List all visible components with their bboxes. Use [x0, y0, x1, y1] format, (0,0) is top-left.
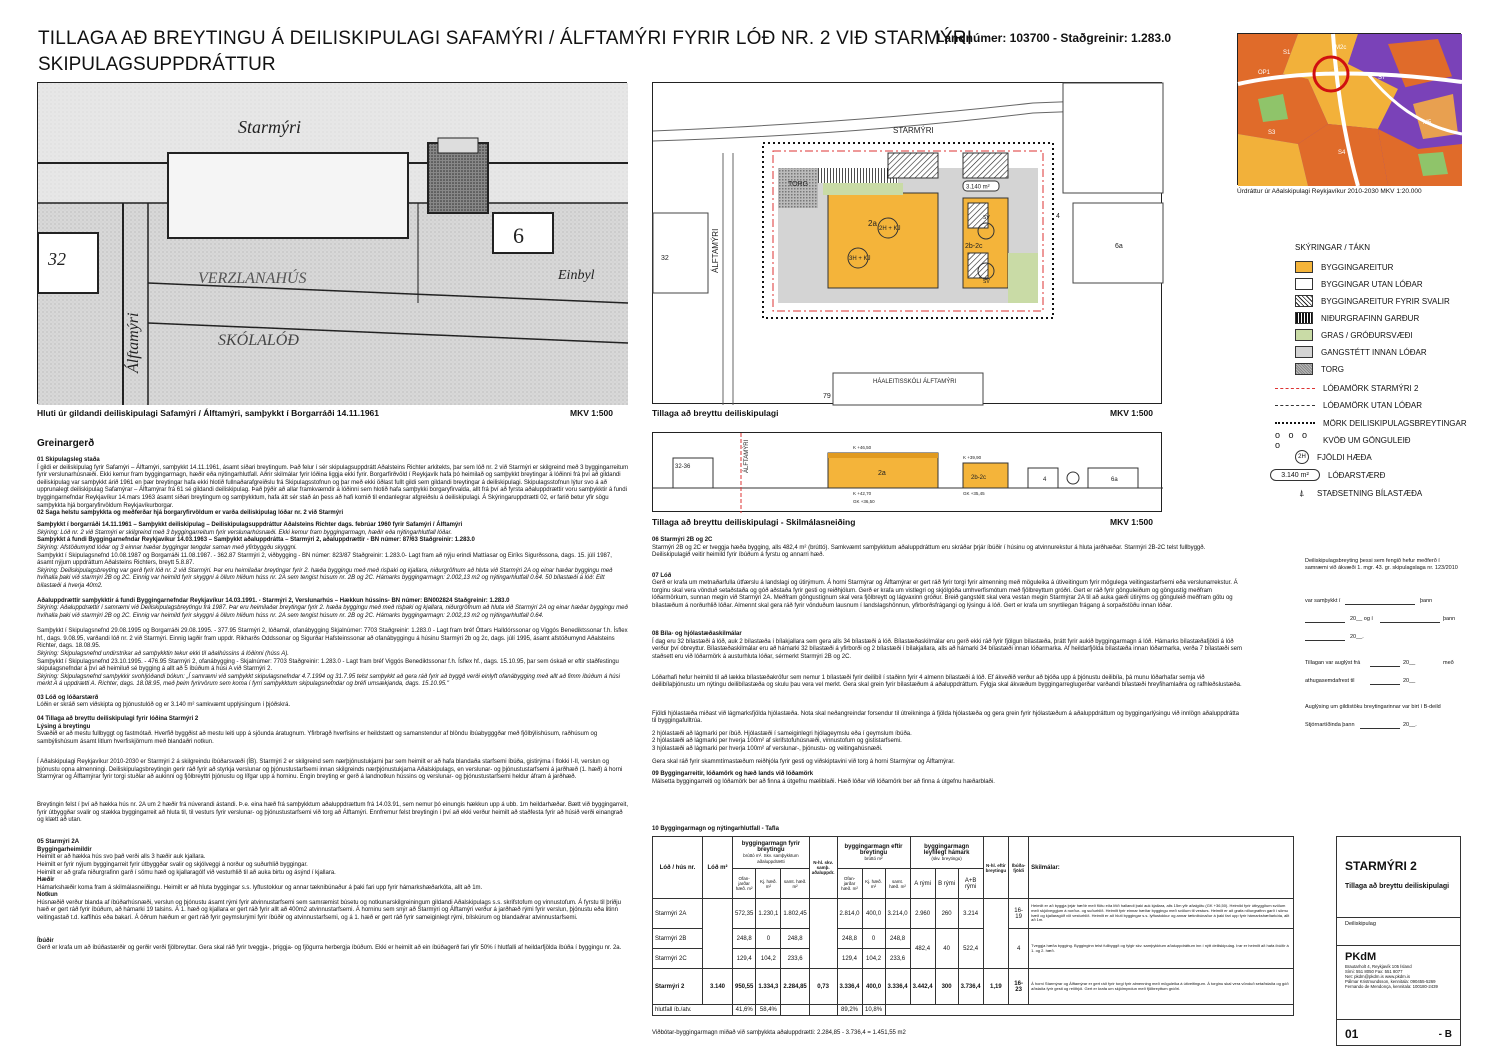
legend-item-kvod [1275, 430, 1411, 450]
s08-text1: Í dag eru 32 bílastæði á lóð, auk 2 bílastæða í bílakjallara sem gera alls 34 bílastæði á lóð. Bílastæðaskilmálar eru gerð ekki ráð fyrir fjölgun bílastæða, þrátt fyrir aukið byggingarmagn á lóð. Hámarks bílastæðafjöldi á lóð verður því óbreyttur. Bílastæðaskilmálar eru að hámarki 32 bílastæði á yfirborði og 2 bílastæði í bílakjallara, alls að hámarki 34 bílastæði innan lóðarmarka. Af heildarfjölda bílastæða innan lóðarmarka, verða 7 bílastæði sem staðsett eru við lóðarmörk á austurhluta lóðar, sérmerkt Starmýri 2B og 2C. [652, 638, 1242, 660]
signature-line [1360, 728, 1400, 729]
building-2bc-label: 2b-2c [965, 243, 983, 250]
s05-notkun: Notkun [37, 892, 58, 899]
s02-line-8: Samþykkt í Skipulagsnefnd 29.08.1995 og Borgarráði 29.08.1995. - 377.95 Starmýri 2, lóðamál, ofanábygging Skjalnúmer: 7703 Staðgreinir: 1.283.0 - Lagt fram bréf Óttars Halldórssonar og Viggós Benediktssonar f.h. Ísflex hf., dags. 9.08.95, varðandi lóð nr. 2 við Starmýri. Einnig lagðir fram uppdr. Rikharðs Oddssonar og Sigurðar Hafsteinssonar að ofanábyggingu á húsinu Starmýri 2b og 2c, dags. júlí 1995, ásamt afstöðumynd Aðalsteins Richter, dags. 18.08.95. [37, 628, 628, 650]
project-name: STARMÝRI 2 [1345, 859, 1417, 873]
s05-ibudir-text: Gerð er krafa um að íbúðastærðir og gerðir verði fjölbreyttar. Gera skal ráð fyrir tveggja-, þriggja- og fjögurra herbergja íbúðum. Ekki er heimilt að ein íbúðagerð fari yfir 50% í hlutfalli af heildarfjölda íbúða í byggingu nr. 2a. [37, 945, 622, 952]
cell-lodm2: 3.140 [703, 969, 733, 1005]
firm-details [1345, 964, 1438, 989]
legend-swatch [1295, 295, 1313, 307]
map-graphic [1238, 34, 1462, 186]
cell-nhl-empty [809, 899, 837, 969]
old-plan-alftamyri: Álftamýri [125, 312, 142, 373]
s02-line-5: Skýring: Deiliskipulagsbreyting var gerð fyrir lóð nr. 2 við Starmýri. Þar eru heimilaðar breytingar fyrir 2. hæða byggingu með með risþaki og kjallara, niðurgröfnum að hluta við Starmýri 2A og einar hæðar byggingu með hvíhalla þaki við starmýri 2B og 2C. Einnig var heimild fyrir skyggni á öllum hliðum húss nr. 2A sem tengist húsum nr. 2B og 2C. Hámarks byggingarmagn: 2.002,13 m2 og nýtingarhlutfall 0.64. 50 bílastæði á lóð: Eitt bílastæði á hverja 40m2. [37, 567, 613, 589]
old-plan-einbyli: Einbyl [558, 268, 595, 283]
legend-item-lodamork-starmyri [1295, 380, 1418, 396]
svg-text:S7: S7 [1378, 75, 1386, 81]
firm-name: PKdM [1345, 951, 1377, 963]
th-lod: Lóð / hús nr. [653, 837, 703, 899]
cell-s2: 248,8 [885, 929, 910, 949]
section-panel [652, 432, 1162, 512]
svg-text:M2c: M2c [1335, 45, 1347, 51]
section-kote-5: GK +35,45 [963, 491, 985, 496]
s08-text4: Gera skal ráð fyrir skammtímastæðum reiðhjóla fyrir gesti og viðskiptavini við torg á horni Starmýrar og Álftamýrar. [652, 758, 955, 765]
new-plan-panel [652, 82, 1162, 404]
divider [1337, 1019, 1460, 1020]
old-plan-skolalod: SKÓLALÓÐ [218, 332, 299, 349]
th-ofan-2: Ofan-jarðar hæð. m² [837, 869, 862, 899]
cell-ab: 522,4 [958, 929, 983, 969]
cell-b: 40 [935, 929, 958, 969]
signature-line [1305, 640, 1345, 641]
cell-k2: 0 [862, 929, 885, 949]
th-eftir-label: byggingarmagn eftir breytingu [844, 843, 903, 856]
firm-phone: Sími: 551 8050 Fax: 551 8077 [1345, 969, 1403, 974]
firm-person-2: Fernando de Mendonça, kennitala: 100180-2439 [1345, 984, 1438, 989]
legend-label: GANGSTÉTT INNAN LÓÐAR [1321, 347, 1427, 357]
section-6a: 6a [1111, 477, 1118, 483]
s05-line-0: Heimilt er að hækka hús svo það verði alls 3 hæðir auk kjallara. [37, 854, 206, 861]
section-kote-1: K +46,50 [853, 445, 872, 450]
table10-footer: Viðbótar-byggingarmagn miðað við samþykkta aðaluppdrætti: 2.284,85 - 3.736,4 = 1.451,55 m2 [652, 1030, 906, 1036]
th-ofan-1: Ofan-jarðar hæð. m² [733, 869, 756, 899]
s02-line-0: Samþykkt í borgarráði 14.11.1961 – Samþykkt deiliskipulag – Deiliskipulagsuppdráttur Aðalsteins Richter dags. febrúar 1960 fyrir Safamýri / Álftamýri [37, 522, 463, 529]
legend-line [1275, 388, 1315, 389]
s08-text2: Lóðarhafi hefur heimild til að lækka bílastæðakröfur sem nemur 1 bílastæði fyrir deilibíl í staðinn fyrir 4 almenn bílastæði á lóð. Ef ákveðið verður að bjóða upp á þjónustu deilibíla, þá munu lóðarhafar semja við deilibílaþjónustu um nýtingu deilibílastæða og skulu þau vera vel merkt. Gera skal grein fyrir bílastæðum á aðaluppdráttum. Fylgja skal ákvæðum byggingarreglugerðar varðandi bílastæði hreyfihamlaðra og rafhleðslustæða. [652, 674, 1242, 689]
cell-s1: 1.802,45 [781, 899, 809, 929]
torg-label: TORG [788, 181, 809, 188]
s07-title: 07 Lóð [652, 572, 672, 579]
signature-line [1370, 684, 1400, 685]
firm-web: Net: pkdm@pkdm.is www.pkdm.is [1345, 974, 1411, 979]
cell-name: Starmýri 2C [653, 949, 703, 969]
cell-nhl: 0,73 [809, 969, 837, 1005]
s08-title: 08 Bíla- og hjólastæðaskilmálar [652, 631, 742, 638]
cell-k1: 1.230,1 [756, 899, 781, 929]
legend-item-nidurgrafinn [1295, 310, 1419, 326]
municipal-plan-map [1237, 33, 1461, 185]
cell-k2: 400,0 [862, 969, 885, 1005]
new-plan-lot79: 79 [823, 393, 831, 400]
divider [1337, 917, 1460, 918]
th-skilmalar: Skilmálar: [1029, 837, 1294, 899]
new-plan-lot4: 4 [1056, 213, 1060, 220]
s05-line-2: Heimilt er að grafa niðurgrafinn garð í sömu hæð og kjallaragólf við vesturhlið til að auka birtu og ásýnd í kjallara. [37, 869, 336, 876]
cell-o1: 248,8 [733, 929, 756, 949]
cell-a: 3.442,4 [910, 969, 935, 1005]
legend-label: LÓÐAMÖRK UTAN LÓÐAR [1323, 400, 1422, 410]
legend-item-byggingar-utan [1295, 276, 1423, 292]
legend-swatch [1295, 363, 1313, 375]
th-fyrir-sub: brúttó m². Skv. samþykktum aðaluppdrætti [743, 852, 799, 864]
cell-name: Starmýri 2B [653, 929, 703, 949]
legend-item-byggingarreitur [1295, 259, 1393, 275]
old-plan-lot32: 32 [48, 249, 66, 269]
section-drawing [653, 433, 1163, 513]
sv-label-2: SV [983, 279, 990, 285]
legend-label: BYGGINGAREITUR [1321, 262, 1394, 272]
greinargerd-middle [652, 537, 1244, 786]
s01-text: Í gildi er deiliskipulag fyrir Safamýri – Álftamýri, samþykkt 14.11.1961, ásamt síðari breytingum. Það felur í sér skipulagsuppdrátt Aðalsteins Richter arkitekts, þar sem lóð nr. 2 við Starmýri er skilgreind með 3 byggingarreitum fyrir verslunarhúsnæði. Ekki kemur fram byggingarmagn, hæðir eða nýtingarhlutfall. Aðrir skilmálar fyrir lóðina liggja ekki fyrir. Borgarfirðvöld í Reykjavík hafa þó heimilað og samþykkt breytingar á lóðinni frá því að gildandi deiliskipulag var samþykkt árið 1961 en þær breytingar hafa ekki hlotið fullnaðarafgreiðslu frá Skipulagsstofnun og þar með ekki öðlast fullt gildi sem gildandi breytingar á deiliskipulagi. Skipulagsstofnun lýtur svo á að upprunalegt deiliskipulag Safamýrar – Álftamýrar frá 61 sé gildandi deiliskipulag. Það þýðir að allar framkvæmdir á lóðinni sem hlotið hafa samþykki borgaryfirvalda, allt frá því að fyrsta aðaluppdrættir voru samþykktir á fundi byggingarnefndar Reykjavíkur 14.mars 1963 ásamt síðari breytingum og samþykktum, hafa átt sér stað án þess að hafi komið til endanlegrar afgreiðslu á deiliskipulagi. Á Skýringaruppdrætti 02, er farið betur yfir sögu samþykkta hjá borgaryfirvöldum Reykjavíkurborgar. [37, 464, 629, 509]
cell-a: 2.960 [910, 899, 935, 929]
cell-k2: 104,2 [862, 949, 885, 969]
cell-hlutfall-2: 58,4% [756, 1005, 781, 1016]
new-plan-alftamyri: ÁLFTAMÝRI [711, 228, 720, 273]
s05-notkun-text: Húsnæðið verður blanda af íbúðarhúsnæði, verslun og þjónustu ásamt rými fyrir atvinnustarfsemi sem samræmist búsetu og notkunarskilgreiningum gildandi Aðalskipulags s.s. skrifstofum og vinnustofum. Á fyrstu til þriðju hæð er gert ráð fyrir íbúðum, að hámarki 19 talsins. Á 1. hæð og kjallara er gert ráð fyrir allt að 400m2 atvinnustarfsemi. Á horninu sem snýr að Starmýri og Álftamýri verður á jarðhæð rými fyrir verslun, þjónustu eða litinn veitingastað t.d. kaffihús eða bakarí. Á öðrum hæðum er gert ráð fyrir geymslurými fyrir íbúðir og atvinnustarfsemi, og á 1. hæð er gert ráð fyrir sameiginlegt rými, bílskúrum og blandaðrar atvinnustarfsemi. [37, 899, 621, 922]
svg-text:M5: M5 [1423, 120, 1432, 126]
floor-3h-label: 3H + KJ [849, 256, 871, 262]
s09-title: 09 Byggingarreitir, lóðamörk og hæð lands við lóðamörk [652, 771, 814, 778]
legend-item-lodamork-utan [1295, 397, 1422, 413]
s04-sub: Lýsing á breytingu [37, 723, 91, 730]
legend-label: GRAS / GRÓÐURSVÆÐI [1321, 330, 1413, 340]
cell-hlutfall-3: 89,2% [837, 1005, 862, 1016]
divider [1337, 945, 1460, 946]
legend-swatch [1295, 329, 1313, 341]
cell-s1: 2.284,85 [781, 969, 809, 1005]
legend-swatch [1295, 312, 1313, 324]
kvod-symbol-icon: o o o o [1275, 430, 1311, 450]
cell-ib: 16-19 [1009, 899, 1029, 929]
legend-item-torg [1295, 361, 1344, 377]
revision: - B [1438, 1029, 1452, 1040]
cell-o1: 129,4 [733, 949, 756, 969]
greinargerd-heading: Greinargerð [37, 438, 95, 449]
s02-line-1: Skýring: Lóð nr. 2 við Starmýri er skilgreind með 3 byggingarreitum fyrir verslunarhúsnæði. Ekki kemur fram byggingarmagn, hæðir eða nýtingarhlutfall lóðar. [37, 529, 453, 536]
table-row-total [653, 969, 1294, 1005]
cell-empty [781, 1005, 809, 1016]
firm-person-1: Pálmar Kristmundsson, kennitala: 090455-5269 [1345, 979, 1436, 984]
section-caption: Tillaga að breyttu deiliskipulagi - Skilmálasneiðing [652, 517, 856, 527]
cell-k1: 1.334,3 [756, 969, 781, 1005]
section-2a: 2a [878, 470, 886, 477]
new-plan-lot6a: 6a [1115, 243, 1123, 250]
th-samt-1: samt. hæð. m² [781, 869, 809, 899]
s05-sub: Byggingarheimildir [37, 846, 92, 853]
greinargerd-left [37, 438, 629, 960]
th-eftir-sub: brúttó m² [864, 855, 883, 861]
approval-gildistaka: Auglýsing um gildistöku breytingarinnar var birt í B-deild [1305, 704, 1441, 710]
section-3236: 32-36 [675, 464, 691, 470]
old-plan-street-label: Starmýri [238, 117, 301, 137]
legend-label: FJÖLDI HÆÐA [1317, 452, 1372, 462]
svg-text:S3: S3 [1268, 130, 1276, 136]
signature-line [1305, 622, 1345, 623]
th-samt-2: samt. hæð. m² [885, 869, 910, 899]
cell-s2: 3.336,4 [885, 969, 910, 1005]
table10 [652, 836, 1294, 1016]
section-kote-4: K +39,90 [963, 455, 982, 460]
firm-address: Brautarholt 4, Reykjavík 105 Ísland [1345, 964, 1412, 969]
legend-label: BYGGINGAR UTAN LÓÐAR [1321, 279, 1423, 289]
s02-line-3: Skýring: Afstöðumynd lóðar og 3 einnar hæðar byggingar tengdar saman með yfirbyggðu skyggni. [37, 544, 297, 551]
signature-line [1380, 622, 1440, 623]
s02-line-9: Skýring: Skipulagsnefnd undirstrikar að samþykktin tekur ekki til aðalhússins á lóðinni (húss A). [37, 651, 289, 658]
building-2a-label: 2a [868, 219, 877, 228]
th-rymi [910, 837, 983, 869]
svg-text:OP1: OP1 [1258, 70, 1271, 76]
section-kote-3: GK +36,50 [853, 499, 875, 504]
cell-lodm2-empty [703, 899, 733, 969]
approval-auglyst: Tillagan var auglýst frá [1305, 660, 1361, 666]
cell-o2: 248,8 [837, 929, 862, 949]
legend-item-svalir [1295, 293, 1450, 309]
new-plan-lot-size: 3.140 m² [966, 184, 990, 191]
legend-item-gangstett [1295, 344, 1427, 360]
th-nhl2: N-hl. eftir breytingu [983, 837, 1009, 899]
legend-label: TORG [1321, 364, 1344, 374]
th-fyrir [733, 837, 810, 869]
approval-year-4: 20__ [1403, 678, 1416, 684]
approval-stjornartidindi: Stjórnartíðinda þann [1305, 722, 1355, 728]
cell-b: 260 [935, 899, 958, 929]
legend-swatch [1295, 261, 1313, 273]
s02-line-2: Samþykkt á fundi Byggingarnefndar Reykjavíkur 14.03.1963 – Samþykkt aðaluppdrátta – Starmýri 2, aðaluppdrættir - BN númer: 87/63 Staðgreinir: 1.283.0 [37, 537, 475, 544]
cell-empty [885, 1005, 1293, 1016]
old-plan-scale: MKV 1:500 [570, 408, 613, 418]
legend-label: KVÖÐ UM GÖNGULEIÐ [1323, 435, 1411, 445]
sv-label-1: SV [983, 215, 990, 221]
th-rymi-sub: (skv. breytingu) [931, 855, 962, 861]
floor-2h-label: 2H + KJ [879, 226, 901, 232]
s02-line-11: Skýring: Skipulagsnefnd samþykkir svohljóðandi bókun: „Í samræmi við samþykkt skipulagsnefndar 4.7.1994 og 31.7.95 telst samþykkt að gera ráð fyrir að byggð verði einlyft ofanábygging með allt að fimm íbúðum á húsi merkt A á uppdrætti A. Richter, dags. 18.08.95, með þeim fyrirvörum sem koma í fyrri samþykktum skipulagsnefndar og bréfi umsækjanda, dags. 15.10.95." [37, 673, 620, 688]
cell-k1: 0 [756, 929, 781, 949]
cell-s1: 233,6 [781, 949, 809, 969]
legend-swatch [1295, 346, 1313, 358]
cell-hlutfall-1: 41,6% [733, 1005, 756, 1016]
cell-o1: 950,55 [733, 969, 756, 1005]
svg-text:S1: S1 [1283, 50, 1291, 56]
section-alftamyri: ÁLFTAMÝRI [744, 439, 750, 473]
approval-thann-2: þann [1443, 616, 1456, 622]
s05-line-1: Heimilt er fyrir nýjum byggingarreit fyrir útbyggðar svalir og skjólveggi á norður og suðurhlið byggingar. [37, 861, 308, 868]
section-4: 4 [1043, 477, 1047, 483]
signature-line [1345, 604, 1415, 605]
cell-nhl2: 1,19 [983, 969, 1009, 1005]
approval-year-5: 20__. [1403, 722, 1417, 728]
th-nhl: N-hl. skv. samþ. aðaluppdr. [809, 837, 837, 899]
legend-label: MÖRK DEILISKIPULAGSBREYTINGAR [1323, 418, 1467, 428]
sheet-number: 01 [1345, 1027, 1359, 1041]
s02-line-10: Samþykkt í Skipulagsnefnd 23.10.1995. - 476.95 Starmýri 2, ofanábygging - Skjalnúmer: 7703 Staðgreinir: 1.283.0 - Lagt fram bréf Viggós Benediktssonar f.h. Ísflex hf., dags. 15.10.95, þar sem óskað er eftir staðfestingu skipulagsnefndar á því að heimiluð sé bygging á allt að 5 íbúðum á húsi A við Starmýri 2. [37, 658, 619, 673]
cell-hlutfall-label: hlutfall íb./atv. [653, 1005, 733, 1016]
s04-title: 04 Tillaga að breyttu deiliskipulagi fyrir lóðina Starmýri 2 [37, 715, 199, 722]
old-plan-drawing [38, 83, 628, 405]
approval-med: með [1443, 660, 1454, 666]
legend-item-bilastaedi [1295, 485, 1422, 501]
s03-title: 03 Lóð og lóðarstærð [37, 694, 99, 701]
new-plan-lot32: 32 [661, 255, 669, 262]
s05-hadir-text: Hámarkshæðir koma fram á skilmálasneiðingu. Heimilt er að hluta byggingar s.s. lyftustokkur og annar tæknibúnaður á þaki fari upp fyrir hámarkshæðarkóta, allt að 1m. [37, 884, 483, 891]
old-plan-caption: Hluti úr gildandi deiliskipulagi Safamýri / Álftamýri, samþykkt í Borgarráði 14.11.1961 [37, 408, 380, 418]
s02-line-4: Samþykkt í Skipulagsnefnd 10.08.1987 og Borgarráði 11.08.1987. - 362.87 Starmýri 2, viðbygging - BN númer: 823/87 Staðgreinir: 1.283.0- Lagt fram að nýju erindi Mattíasar og Eiríks Sigurðssona, dags. 15. júlí 1987, ásamt nýjum uppdráttum Aðalsteins Richters, breytt 5.8.87. [37, 552, 612, 567]
legend-item-fjoldi-haeda [1295, 449, 1372, 465]
approval-thann-1: þann [1420, 598, 1433, 604]
cell-o2: 3.336,4 [837, 969, 862, 1005]
cell-ib: 4 [1009, 929, 1029, 969]
cell-ib: 16-23 [1009, 969, 1029, 1005]
table10-title: 10 Byggingarmagn og nýtingarhlutfall - Tafla [652, 826, 779, 832]
legend-label: LÓÐARSTÆRÐ [1328, 470, 1386, 480]
th-lodm2: Lóð m² [703, 837, 733, 899]
s04-text3: Breytingin felst í því að hækka hús nr. 2A um 2 hæðir frá núverandi ástandi. Þ.e. eina hæð frá samþykktum aðaluppdrættum frá 14.03.91, sem nemur þó einungis hækkun upp á ubb. 1m heildarhæðar. Bætt við byggingarreit, fyrir útbyggðar svalir og stækka byggingarreit að hluta til, til vesturs fyrir verslunar- og þjónustustarfsemi við torg að Álftamýri. Ennfremur felst breytingin í því að ekki verður heimilt að staðfesta fyrir að húsið verði einangrað og klætt að utan. [37, 802, 628, 824]
cell-s2: 3.214,0 [885, 899, 910, 929]
cell-nhl2-empty [983, 899, 1009, 969]
project-subtitle: Tillaga að breyttu deiliskipulagi [1345, 883, 1450, 890]
s05-ibudir: Íbúðir [37, 937, 54, 944]
legend-item-mork [1295, 415, 1467, 431]
lot-size-badge: 3.140 m² [1270, 469, 1320, 481]
cell-skil: Tveggja hæða bygging. Bygginginn telst fullbyggð og fylgir skv. samþykktum aðaluppdráttum inn í nýtt deiliskipulag. Þar er heimilt að hafa íbúðir á 1. og 2. hæð. [1029, 929, 1294, 969]
s04-text2: Í Aðalskipulagi Reykjavíkur 2010-2030 er Starmýri 2 á skilgreindu íbúðarsvæði (ÍB). Starmýri 2 er skilgreind sem nærþjónustukjarni þar sem heimilt er að hafa blandaða starfsemi íbúða, gistirýma í flokki I-II, verslun og þjónustu opna almenningi. Deiliskipulagsbreytingin gerir ráð fyrir að styrkja verslunar og þjónustustarfsemi innan skilgreinds nærþjónustukjarna Aðalskipulags, en verslunar- og þjónustustarfsemi á jarðhæð (1. hæð) á horni Starmýrar og Álftamýrar fyrir torgi stuðlar að aukinni og fjölbreyttri þjónustu og lífgar upp á horninu. Engin breyting er gerð á landnotkun hússins og verslunar- og þjónustustarfsemi heldur áfram á jarðhæð. [37, 759, 623, 781]
cell-skil: Heimilt er að byggja þrjár hæðir með flötu eða lítið hallandi þaki auk kjallara, alls 15m yfir aðalgötu (GK +36,50). Heimild fyrir útbyggðum svölum með skjólveggjum á norður- og suðurhlið. Heimilt fyrir einnar hæðar byggingu með svölum til vesturs. Heimilt er að grafa niðurgrafinn garð í sömu hæð og kjallaragólf við vesturhlið. Heimilt er að hluti byggingar s.s. lyftustokkur og annar tæknibúnaður á þaki fari upp fyrir hámarkshæðarkóta, allt að 1m. [1029, 899, 1294, 929]
cell-skil: Á horni Starmýrar og Álftamýrar er gert ráð fyrir torgi fyrir almenning með möguleika á útiveitingum. Á torginu skal vera vönduð setaðstaða og góð aðstaða fyrir gesti og reiðhjól. Gert er krafa um skjólmyndun með fjölbreyttum gróðri. [1029, 969, 1294, 1005]
cell-ab: 3.736,4 [958, 969, 983, 1005]
cell-s2: 233,6 [885, 949, 910, 969]
approval-var-samthykkt: var samþykkt í [1305, 598, 1341, 604]
s06-title: 06 Starmýri 2B og 2C [652, 537, 713, 543]
section-kote-2: K +42,70 [853, 491, 872, 496]
approval-year-2: 20__. [1350, 634, 1364, 640]
table-row-hlutfall [653, 1005, 1294, 1016]
cell-hlutfall-4: 10,8% [862, 1005, 885, 1016]
new-plan-school: HÁALEITISSKÓLI ÁLFTAMÝRI [873, 379, 957, 385]
cell-k2: 400,0 [862, 899, 885, 929]
legend-swatch [1295, 278, 1313, 290]
cell-o1: 572,35 [733, 899, 756, 929]
s06-text: Starmýri 2B og 2C er tveggja hæða bygging, alls 482,4 m² (brúttó). Samkvæmt samþykktum aðaluppdráttum eru skráðar þrjár íbúðir í húsinu og atvinnurekstur á hluta jarðhæðar. Starmýri 2B-2C telst fullbyggð. Deiliskipulagið veitir heimild fyrir íbúðum á fyrstu og annarri hæð. [652, 544, 1206, 559]
cell-empty [809, 1005, 837, 1016]
legend-label: LÓÐAMÖRK STARMÝRI 2 [1323, 383, 1419, 393]
project-verkefni: Deiliskipulag [1345, 921, 1376, 927]
legend-label: BYGGINGAREITUR FYRIR SVALIR [1321, 296, 1450, 306]
floor-count-icon: 2H [1295, 450, 1309, 464]
th-ibudir: Íbúða-fjöldi [1009, 837, 1029, 899]
table-row [653, 899, 1294, 929]
legend-title: SKÝRINGAR / TÁKN [1295, 243, 1370, 252]
s02-title: 02 Saga helstu samþykkta og meðferðar hjá borgaryfirvöldum er varða deiliskipulag lóðar nr. 2 við Starmýri [37, 509, 344, 516]
th-fyrir-label: byggingarmagn fyrir breytingu [741, 840, 801, 853]
s08-text3: Fjöldi hjólastæða miðast við lágmarksfjölda hjólastæða. Nota skal neðangreindar forsendur til útreikninga á fjölda hjólastæða og gera grein fyrir hjólastæðum á aðaluppdráttum og byggingarlýsingu við innlögn aðaluppdrátta til byggingafulltrúa. [652, 710, 1240, 725]
cell-o2: 129,4 [837, 949, 862, 969]
cell-name: Starmýri 2A [653, 899, 703, 929]
signature-line [1370, 666, 1400, 667]
cell-s1: 248,8 [781, 929, 809, 949]
th-arymi: A rými [910, 869, 935, 899]
page-subtitle: SKIPULAGSUPPDRÁTTUR [38, 54, 276, 75]
s03-text: Lóðin er skráð sem viðskipta og þjónustulóð og er 3.140 m² samkvæmt upplýsingum í þjóðskrá. [37, 702, 291, 709]
th-kj-1: Kj. hæð. m² [756, 869, 781, 899]
s08-list-2: 3 hjólastæði að lágmarki per hverja 100m² af verslunar-, þjónustu- og veitingahúsnæði. [652, 745, 883, 752]
table10-grid [652, 836, 1294, 1016]
title-block [1336, 836, 1461, 1046]
th-eftir [837, 837, 910, 869]
cell-a: 482,4 [910, 929, 935, 969]
legend-item-lodarstaerd [1281, 467, 1386, 483]
section-scale: MKV 1:500 [1110, 517, 1153, 527]
th-abrymi: A+B rými [958, 869, 983, 899]
s08-list-1: 2 hjólastæði að lágmarki per hverja 100m² af skrifstofuhúsnæði, vinnustofum og gististarfsemi. [652, 738, 902, 745]
parking-location-icon: ⍋ [1299, 487, 1305, 498]
s01-title: 01 Skipulagsleg staða [37, 457, 100, 463]
legend-label: NIÐURGRAFINN GARÐUR [1321, 313, 1420, 323]
old-plan-lot6: 6 [513, 223, 524, 248]
new-plan-drawing [653, 83, 1163, 405]
legend-line [1275, 405, 1315, 406]
legend-line [1275, 422, 1315, 424]
new-plan-caption: Tillaga að breyttu deiliskipulagi [652, 408, 779, 418]
legend-label: STAÐSETNING BÍLASTÆÐA [1317, 488, 1423, 498]
th-kj-2: Kj. hæð. m² [862, 869, 885, 899]
s05-hadir: Hæðir [37, 877, 55, 884]
s08-list-0: 2 hjólastæði að lágmarki per íbúð. Hjólastæði í sameiginlegri hjólageymslu eða í geymslum íbúða. [652, 730, 912, 737]
cell-ab: 3.214 [958, 899, 983, 929]
section-2bc: 2b-2c [971, 475, 987, 481]
th-brymi: B rými [935, 869, 958, 899]
cell-k1: 104,2 [756, 949, 781, 969]
approval-intro: Deiliskipulagsbreyting þessi sem fengið hefur meðferð í samræmi við ákvæði 1. mgr. 43. gr. skipulagslaga nr. 123/2010 [1305, 558, 1458, 571]
th-rymi-label: byggingarmagn leyfilegt hámark [923, 843, 970, 856]
s02-line-7: Skýring: Aðaluppdrættir í samræmi við Deiliskipulagsbreytingu frá 1987. Þar eru heimilaðar breytingar fyrir 2. hæða byggingu með með risþaki og kjallara, niðurgröfnum að hluta við Starmýri 2A og einar hæðar byggingu með hvíhalla þaki við starmýri 2B og 2C. Einnig var heimild fyrir skyggni á öllum hliðum húss nr. 2A sem tengist húsum nr. 2B og 2C. Hámarks byggingarmagn: 2.002,13 m2 og nýtingarhlutfall 0.64. [37, 605, 628, 619]
approval-athugasemd: athugasemdafrest til [1305, 678, 1355, 684]
new-plan-scale: MKV 1:500 [1110, 408, 1153, 418]
svg-text:S4: S4 [1338, 150, 1346, 156]
cell-o2: 2.814,0 [837, 899, 862, 929]
page-title: TILLAGA AÐ BREYTINGU Á DEILISKIPULAGI SAFAMÝRI / ÁLFTAMÝRI FYRIR LÓÐ NR. 2 VIÐ STARMÝRI [38, 28, 973, 49]
legend-item-gras [1295, 327, 1413, 343]
new-plan-street: STARMÝRI [893, 126, 934, 135]
old-plan-verzl: VERZLANAHÚS [198, 270, 307, 287]
s02-line-6: Aðaluppdrættir samþykktir á fundi Byggingarnefndar Reykjavíkur 14.03.1991. - Starmýri 2, Verslunarhús – Hækkun hússins- BN númer: BN002824 Staðgreinir: 1.283.0 [37, 597, 510, 604]
approval-year-1: 20__ og í [1350, 616, 1373, 622]
cell-b: 300 [935, 969, 958, 1005]
s04-text1: Svæðið er að mestu fullbyggt og fastmótað. Hverfið byggðist að mestu leiti upp á sjöunda áratugnum. Yfirbragð hverfisins er heildstætt og samanstendur af blöndu íbúabygggðar með fjölbýlishúsum, raðhúsum og sambýlishúsum ásamt litlum hverfiskjörnum með blandaðri notkun. [37, 731, 598, 745]
approval-year-3: 20__ [1403, 660, 1416, 666]
old-plan-panel [37, 82, 627, 404]
map-caption: Úrdráttur úr Aðalskipulagi Reykjavíkur 2010-2030 MKV 1:20.000 [1237, 188, 1422, 195]
s07-text: Gerð er krafa um metnaðarfulla útfærslu á landslagi og útirýmum. Á horni Starmýrar og Álftamýrar er gert ráð fyrir torgi fyrir almenning með möguleika á útiveitingum fyrir mögulega veitingastarfsemi eða verslunarrekstur. Á torginu skal vera vönduð setaðstaða og góð aðstaða fyrir gesti og reiðhjólum. Gerð er krafa um vistlegri og skjólgóða umhverfismótum með fjölbreyttum gróðri. Gert er ráð fyrir gönguleiðum og göngustíg meðfram lóðarmörkum, sunnan megin við Starmýri 2A. Meðfram göngustígnum skal vera fjölbreytt og lágvaxinn gróður. Breið gangstétt skal vera vestan megin Starmýrar 2A til að auka gæði útirýms og gönguleið meðfram götu og bílastæðum á norðurhlið lóðar. Almennt skal gera ráð fyrir vönduðum lausnum í landslagshönnun, yfirborðsfrágangi og lýsingu á lóð. Gert er krafa um snyrtilegan frágang á sorpaðstöðu innan lóðar. [652, 580, 1238, 609]
landnumer: Landnúmer: 103700 - Staðgreinir: 1.283.0 [937, 31, 1172, 45]
s09-text: Málsetta byggingarreiti og lóðamörk ber að finna á útgefnu mæliblaði. Hæð lóðar við lóðamörk ber að finna á útgefnu hæðarblaði. [652, 778, 995, 785]
cell-name: Starmýri 2 [653, 969, 703, 1005]
table-row [653, 929, 1294, 949]
s05-title: 05 Starmýri 2A [37, 839, 80, 846]
